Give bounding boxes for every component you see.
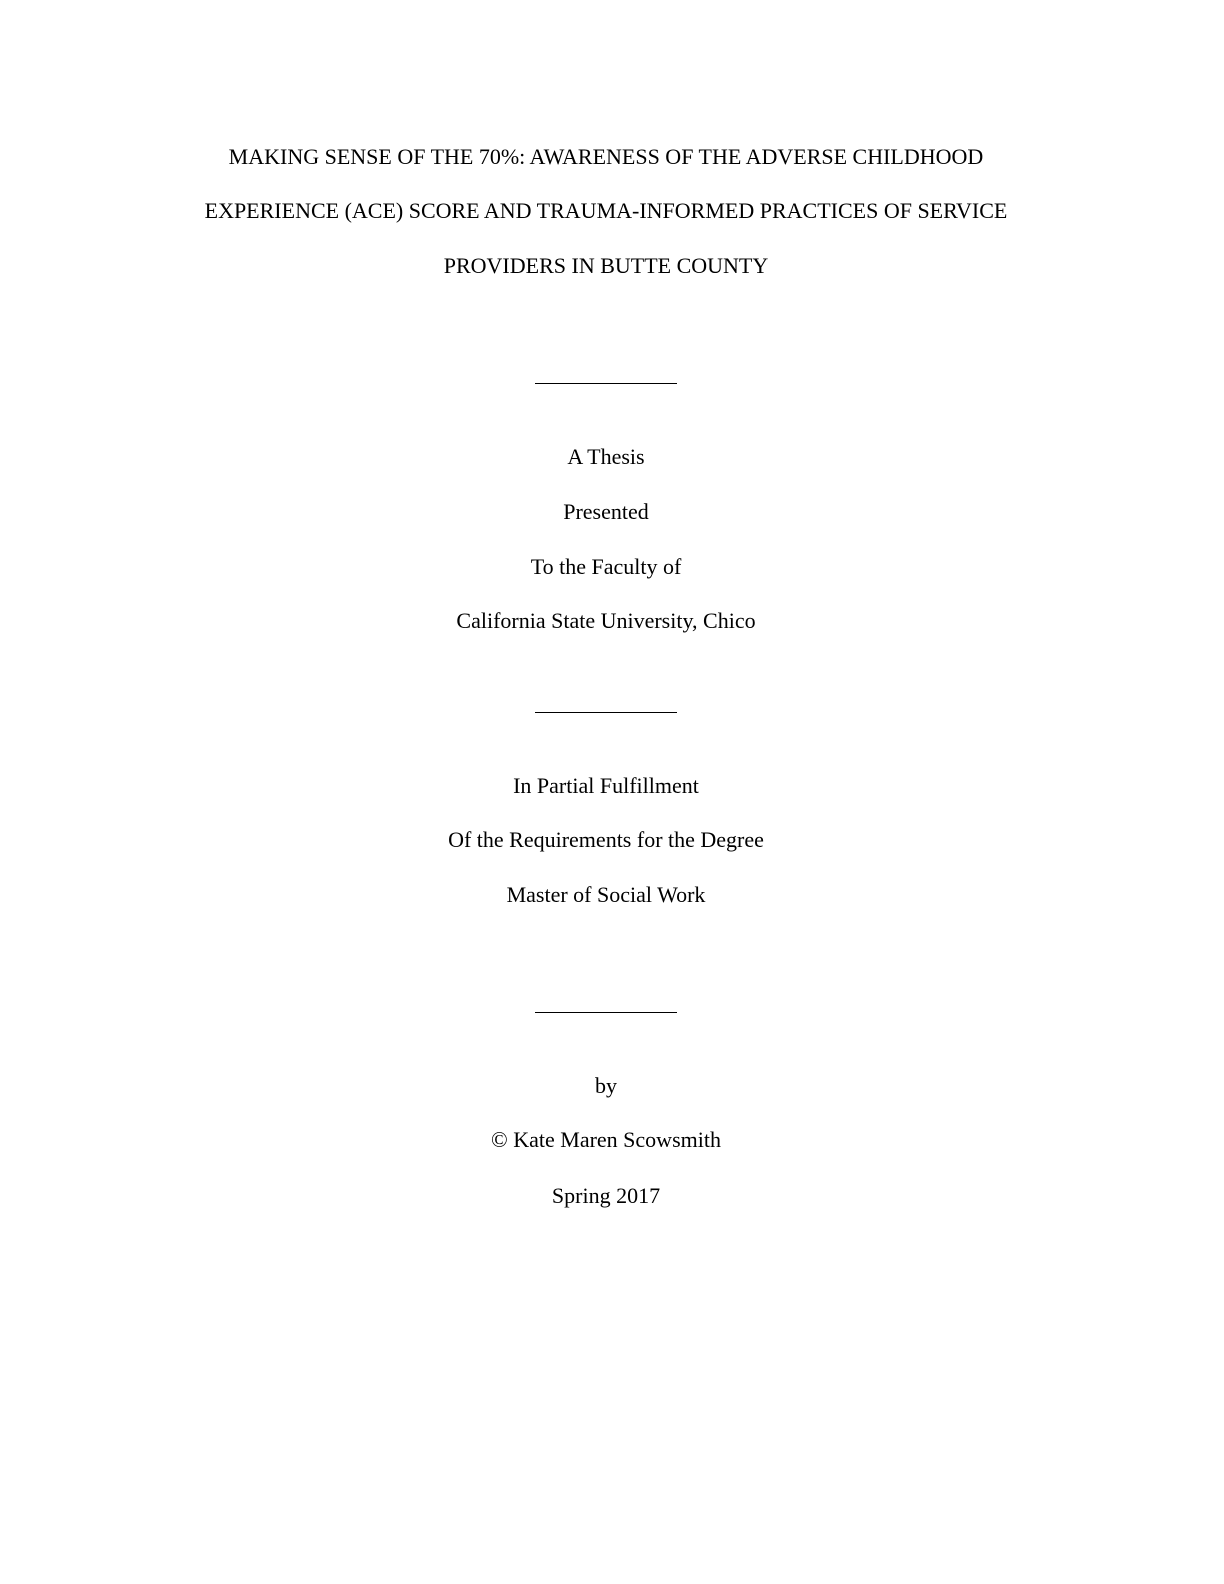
by-line: by	[595, 1073, 617, 1098]
university-name: California State University, Chico	[456, 608, 756, 633]
requirements-line: Of the Requirements for the Degree	[448, 827, 764, 852]
section-divider-1	[535, 383, 677, 384]
submission-term: Spring 2017	[551, 1183, 661, 1208]
section-divider-2	[535, 712, 677, 713]
faculty-line: To the Faculty of	[530, 554, 682, 579]
fulfillment-line: In Partial Fulfillment	[513, 773, 699, 798]
section-divider-3	[535, 1012, 677, 1013]
thesis-title-line-1: MAKING SENSE OF THE 70%: AWARENESS OF THE ADVERSE CHILDHOOD	[228, 144, 984, 169]
author-name: © Kate Maren Scowsmith	[491, 1127, 721, 1152]
presented-line: Presented	[563, 499, 649, 524]
degree-name: Master of Social Work	[506, 882, 706, 907]
thesis-title-line-3: PROVIDERS IN BUTTE COUNTY	[443, 253, 769, 278]
thesis-title-line-2: EXPERIENCE (ACE) SCORE AND TRAUMA-INFORMED PRACTICES OF SERVICE	[204, 198, 1008, 223]
document-type: A Thesis	[567, 444, 645, 469]
